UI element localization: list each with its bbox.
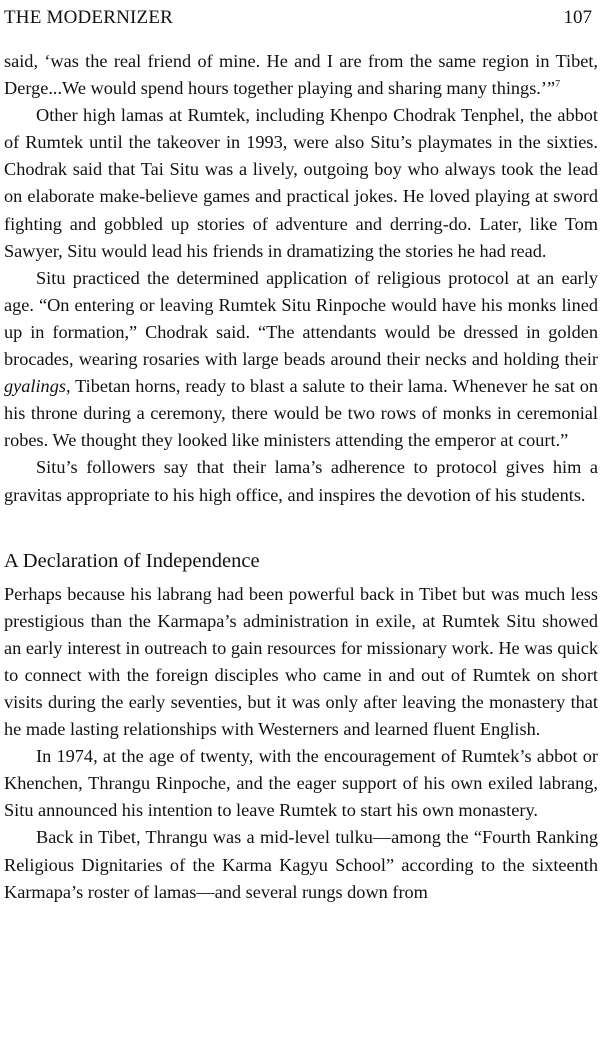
footnote-marker: 7 — [555, 79, 561, 90]
page-number: 107 — [563, 7, 592, 28]
paragraph-text-before: Situ practiced the determined application of religious protocol at an early age. “On entering or leaving Rumtek Situ Rinpoche would have his monks lined up in formation,” Chodrak said. “The attendants would be dressed in golden brocades, wearing rosaries with large beads around their necks and holding their — [4, 267, 598, 370]
paragraph-text-after: Tibetan horns, ready to blast a salute to their lama. Whenever he sat on his throne during a ceremony, there would be two rows of monks in ceremonial robes. We thought they looked like ministers attending the emperor at court.” — [4, 376, 598, 451]
paragraph-gravitas: Situ’s followers say that their lama’s adherence to protocol gives him a gravitas appropriate to his high office, and inspires the devotion of his students. — [4, 457, 598, 505]
italic-term: gyalings, — [4, 376, 71, 397]
running-title: THE MODERNIZER — [4, 7, 174, 28]
paragraph-playmates: Other high lamas at Rumtek, including Khenpo Chodrak Tenphel, the abbot of Rumtek until the takeover in 1993, were also Situ’s playmates in the sixties. Chodrak said that Tai Situ was a lively, outgoing boy who always took the lead on elaborate make-believe games and practical jokes. He loved playing at sword fighting and gobbled up stories of adventure and derring-do. Later, like Tom Sawyer, Situ would lead his friends in dramatizing the stories he had read. — [4, 105, 598, 261]
paragraph-thrangu: Back in Tibet, Thrangu was a mid-level tulku—among the “Fourth Ranking Religious Dignitaries of the Karma Kagyu School” according to the sixteenth Karmapa’s roster of lamas—and several rungs down from — [4, 827, 598, 902]
paragraph-outreach: Perhaps because his labrang had been powerful back in Tibet but was much less prestigious than the Karmapa’s administration in exile, at Rumtek Situ showed an early interest in outreach to gain resources for missionary work. He was quick to connect with the foreign disciples who came in and out of Rumtek on short visits during the early seventies, but it was only after leaving the monastery that he made lasting relationships with Westerners and learned fluent English. — [4, 583, 598, 740]
running-head — [4, 0, 598, 36]
paragraph-continued-quote — [4, 48, 598, 102]
paragraph-text: said, ‘was the real friend of mine. He and I are from the same region in Tibet, Derge...We would spend hours together playing and sharing many things.’” — [4, 51, 598, 99]
book-page — [4, 0, 598, 1058]
body-text — [4, 48, 598, 906]
paragraph-1974: In 1974, at the age of twenty, with the encouragement of Rumtek’s abbot or Khenchen, Thrangu Rinpoche, and the eager support of his own exiled labrang, Situ announced his intention to leave Rumtek to start his own monastery. — [4, 746, 598, 821]
paragraph-protocol — [4, 265, 598, 455]
section-heading: A Declaration of Independence — [4, 549, 260, 572]
